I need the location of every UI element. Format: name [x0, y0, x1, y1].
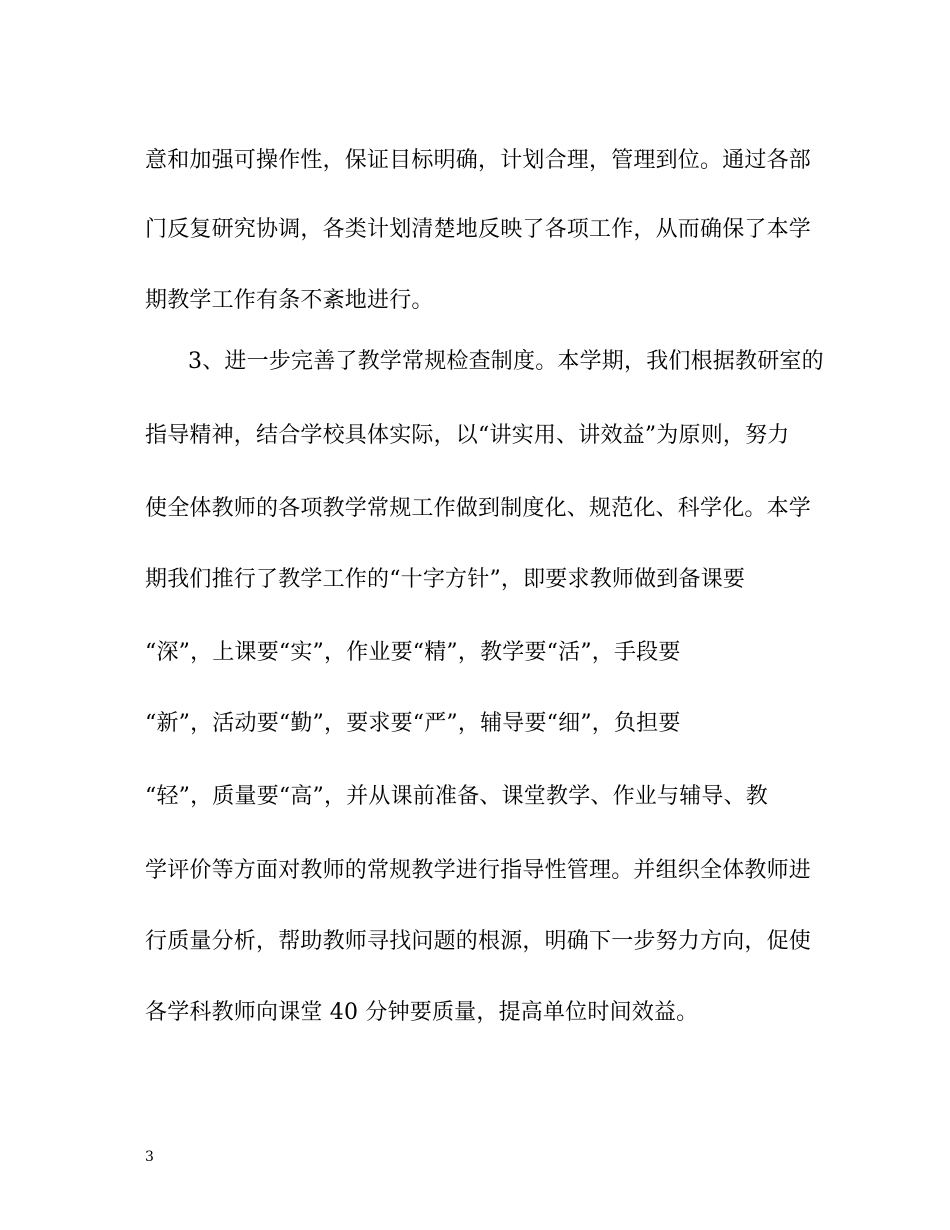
text-line-9: “新”，活动要“勤”，要求要“严”，辅导要“细”，负担要 [145, 711, 681, 736]
text-line-7: 期我们推行了教学工作的“十字方针”，即要求教师做到备课要 [145, 567, 746, 592]
text-line-8: “深”，上课要“实”，作业要“精”，教学要“活”，手段要 [145, 640, 681, 665]
text-line-12: 行质量分析，帮助教师寻找问题的根源，明确下一步努力方向，促使 [145, 929, 812, 954]
text-line-1: 意和加强可操作性，保证目标明确，计划合理，管理到位。通过各部 [145, 148, 812, 173]
text-line-2: 门反复研究协调，各类计划清楚地反映了各项工作，从而确保了本学 [145, 217, 812, 242]
text-line-5: 指导精神，结合学校具体实际，以“讲实用、讲效益”为原则，努力 [145, 423, 790, 448]
page-number: 3 [145, 1149, 154, 1165]
text-line-4: 3、进一步完善了教学常规检查制度。本学期，我们根据教研室的 [188, 349, 824, 374]
text-line-10: “轻”，质量要“高”，并从课前准备、课堂教学、作业与辅导、教 [145, 784, 768, 809]
text-line-3: 期教学工作有条不紊地进行。 [145, 288, 434, 313]
text-line-11: 学评价等方面对教师的常规教学进行指导性管理。并组织全体教师进 [145, 858, 812, 883]
text-line-6: 使全体教师的各项教学常规工作做到制度化、规范化、科学化。本学 [145, 496, 812, 521]
text-line-13: 各学科教师向课堂 40 分钟要质量，提高单位时间效益。 [145, 1000, 699, 1025]
